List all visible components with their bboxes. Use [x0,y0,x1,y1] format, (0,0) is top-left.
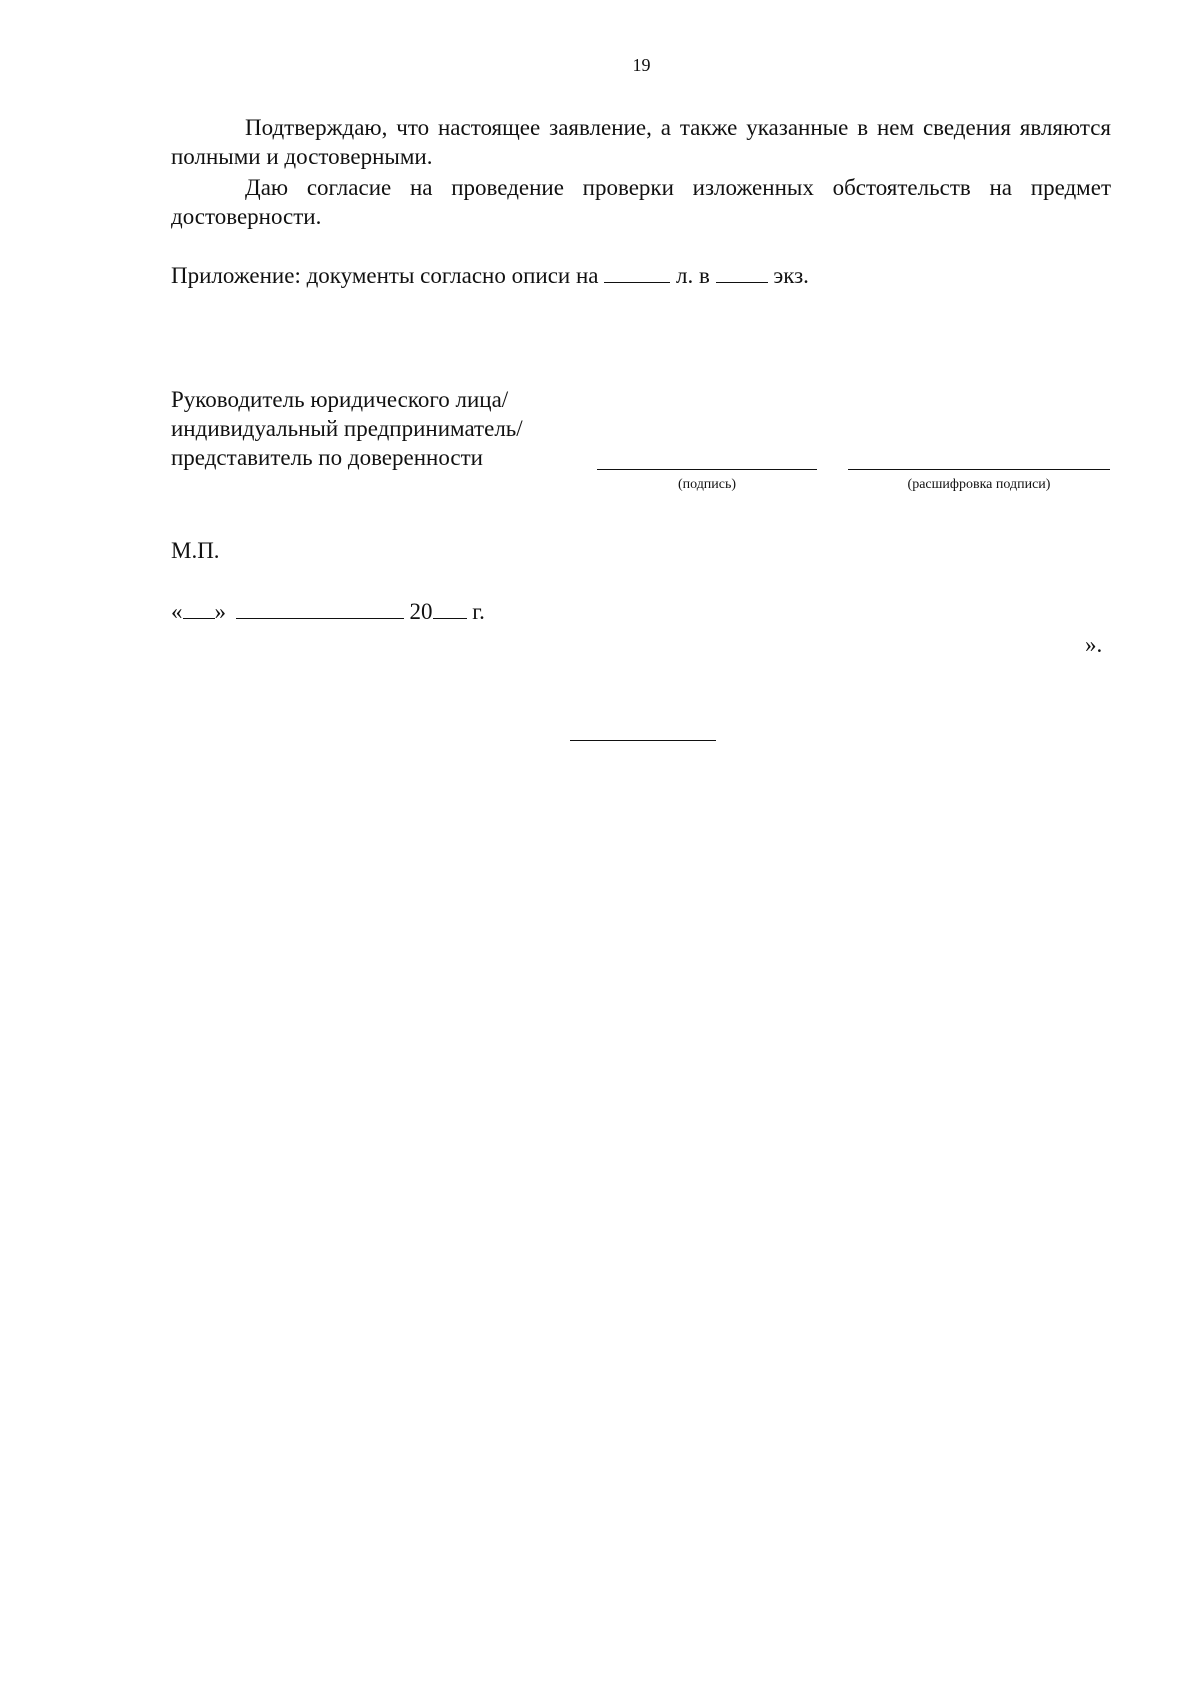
confirmation-paragraph [171,113,1111,171]
year-suffix: г. [472,599,485,624]
signature-field[interactable] [597,469,817,470]
year-field[interactable] [433,598,467,619]
copies-count-field[interactable] [716,262,768,283]
attachment-prefix: Приложение: документы согласно описи на [171,263,599,288]
end-of-document-rule [570,740,716,741]
signature-decoding-caption: (расшифровка подписи) [907,477,1051,492]
copies-unit-label: экз. [773,263,809,288]
signature-caption: (подпись) [677,477,737,492]
consent-text: Даю согласие на проведение проверки изложенных обстоятельств на предмет достоверности. [171,175,1111,229]
signature-decoding-field[interactable] [848,469,1110,470]
sheets-unit-label: л. в [676,263,710,288]
stamp-label: М.П. [171,538,220,563]
date-open-quote: « [171,599,183,624]
signer-line-1: Руководитель юридического лица/ [171,387,509,412]
closing-quote: ». [1085,632,1103,657]
sheets-count-field[interactable] [604,262,670,283]
consent-paragraph [171,173,1111,231]
signer-line-3: представитель по доверенности [171,445,483,470]
attachment-line [171,262,809,289]
day-field[interactable] [183,598,215,619]
date-line [171,598,485,625]
confirmation-text: Подтверждаю, что настоящее заявление, а также указанные в нем сведения являются полными и достоверными. [171,115,1111,169]
date-close-quote: » [214,599,226,624]
page-number: 19 [632,55,651,75]
signer-block [171,385,523,472]
month-field[interactable] [236,598,404,619]
century-label: 20 [409,599,433,624]
signer-line-2: индивидуальный предприниматель/ [171,416,523,441]
